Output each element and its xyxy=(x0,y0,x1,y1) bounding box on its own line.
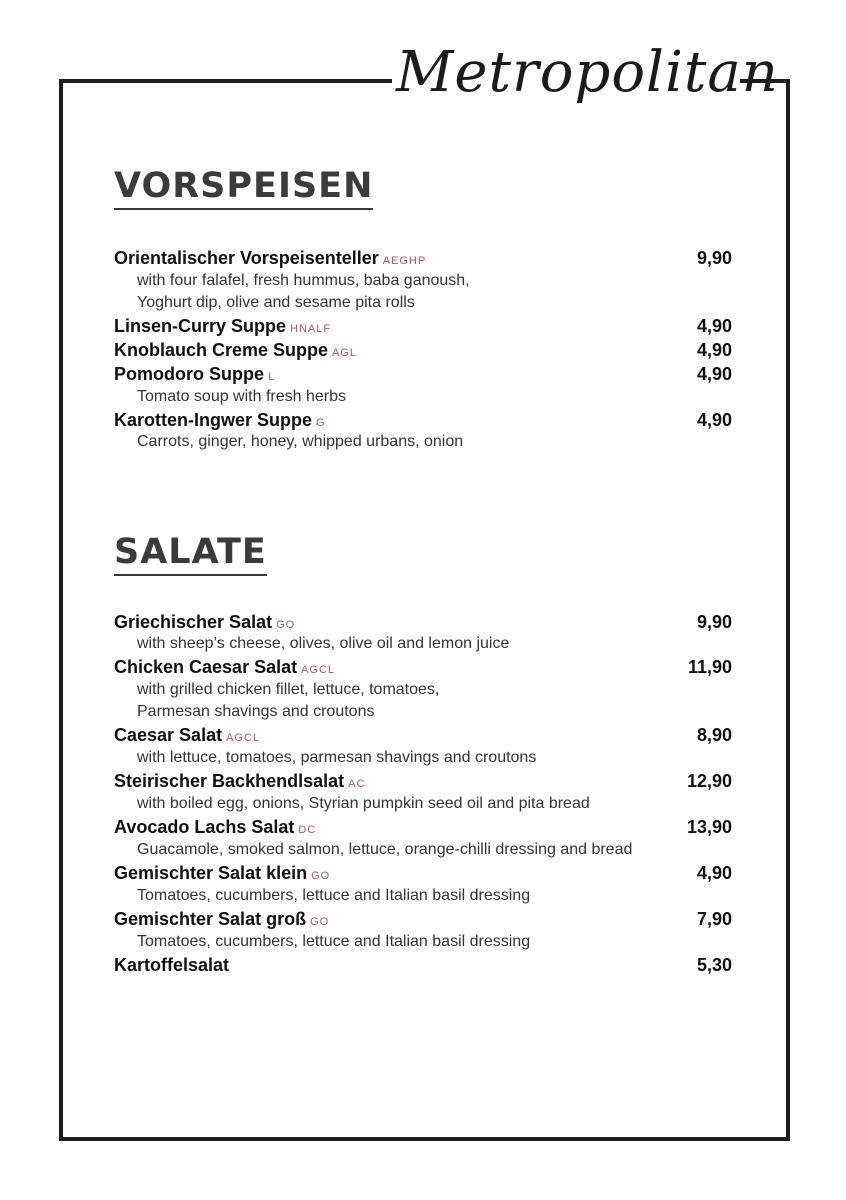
menu-item-description: with boiled egg, onions, Styrian pumpkin seed oil and pita bread xyxy=(137,795,590,812)
allergen-codes: GO xyxy=(310,916,330,928)
menu-item-name: Gemischter Salat groß xyxy=(114,909,307,929)
menu-item-price: 4,90 xyxy=(696,863,732,883)
menu-item-description: Parmesan shavings and croutons xyxy=(137,703,375,720)
allergen-codes: AGCL xyxy=(301,664,336,676)
allergen-codes: AGCL xyxy=(226,732,261,744)
allergen-codes: L xyxy=(268,371,276,383)
menu-item-price: 9,90 xyxy=(696,248,732,268)
menu-item-title xyxy=(114,770,365,795)
menu-item-title xyxy=(114,862,330,887)
menu-item-description: Yoghurt dip, olive and sesame pita rolls xyxy=(137,294,415,311)
menu-item-price: 4,90 xyxy=(696,410,732,430)
section-title-vorspeisen: VORSPEISEN xyxy=(114,166,373,210)
menu-item-description: Carrots, ginger, honey, whipped urbans, onion xyxy=(137,433,464,450)
menu-item-title xyxy=(114,656,335,681)
menu-item-name: Steirischer Backhendlsalat xyxy=(114,771,345,791)
menu-item-price: 4,90 xyxy=(696,316,732,336)
menu-item-title xyxy=(114,816,316,841)
allergen-codes: GO xyxy=(311,870,331,882)
menu-item-name: Kartoffelsalat xyxy=(114,955,230,975)
menu-item-name: Caesar Salat xyxy=(114,725,223,745)
menu-item-description: Tomatoes, cucumbers, lettuce and Italian basil dressing xyxy=(137,887,531,904)
menu-item-description: with lettuce, tomatoes, parmesan shavings and croutons xyxy=(137,749,537,766)
menu-item-name: Avocado Lachs Salat xyxy=(114,817,295,837)
menu-item-title xyxy=(114,247,426,272)
menu-item-name: Karotten-Ingwer Suppe xyxy=(114,410,313,430)
allergen-codes: HNALF xyxy=(290,323,332,335)
brand-logo: Metropolitan xyxy=(396,40,779,105)
menu-item-name: Knoblauch Creme Suppe xyxy=(114,340,329,360)
menu-item-name: Pomodoro Suppe xyxy=(114,364,264,384)
menu-item-price: 12,90 xyxy=(686,771,732,791)
allergen-codes: AC xyxy=(348,778,366,790)
menu-item-name: Linsen-Curry Suppe xyxy=(114,316,287,336)
menu-item-name: Orientalischer Vorspeisenteller xyxy=(114,248,379,268)
menu-item-price: 13,90 xyxy=(686,817,732,837)
menu-item-price: 9,90 xyxy=(696,612,732,632)
menu-item-name: Gemischter Salat klein xyxy=(114,863,308,883)
menu-item-price: 7,90 xyxy=(696,909,732,929)
menu-item-description: with sheep’s cheese, olives, olive oil and lemon juice xyxy=(137,635,510,652)
menu-item-title xyxy=(114,339,357,364)
menu-item-price: 11,90 xyxy=(687,657,732,677)
menu-item-name: Griechischer Salat xyxy=(114,612,273,632)
menu-item-title xyxy=(114,315,331,340)
menu-item-title xyxy=(114,908,329,933)
menu-item-description: Tomatoes, cucumbers, lettuce and Italian basil dressing xyxy=(137,933,531,950)
menu-item-price: 4,90 xyxy=(696,340,732,360)
section-title-salate: SALATE xyxy=(114,532,267,576)
menu-item-title xyxy=(114,363,275,388)
menu-item-price: 5,30 xyxy=(696,955,732,975)
menu-item-description: with grilled chicken fillet, lettuce, tomatoes, xyxy=(137,681,440,698)
menu-item-name: Chicken Caesar Salat xyxy=(114,657,298,677)
menu-item-description: Guacamole, smoked salmon, lettuce, orange-chilli dressing and bread xyxy=(137,841,633,858)
allergen-codes: GO xyxy=(276,619,296,631)
menu-item-title xyxy=(114,954,229,976)
allergen-codes: G xyxy=(316,417,326,429)
menu-frame xyxy=(59,79,790,1141)
menu-item-description: Tomato soup with fresh herbs xyxy=(137,388,346,405)
menu-item-price: 8,90 xyxy=(696,725,732,745)
menu-item-description: with four falafel, fresh hummus, baba ganoush, xyxy=(137,272,470,289)
menu-item-price: 4,90 xyxy=(696,364,732,384)
allergen-codes: AGL xyxy=(332,347,358,359)
allergen-codes: AEGHP xyxy=(382,255,427,267)
menu-item-title xyxy=(114,724,260,749)
allergen-codes: DC xyxy=(298,824,317,836)
